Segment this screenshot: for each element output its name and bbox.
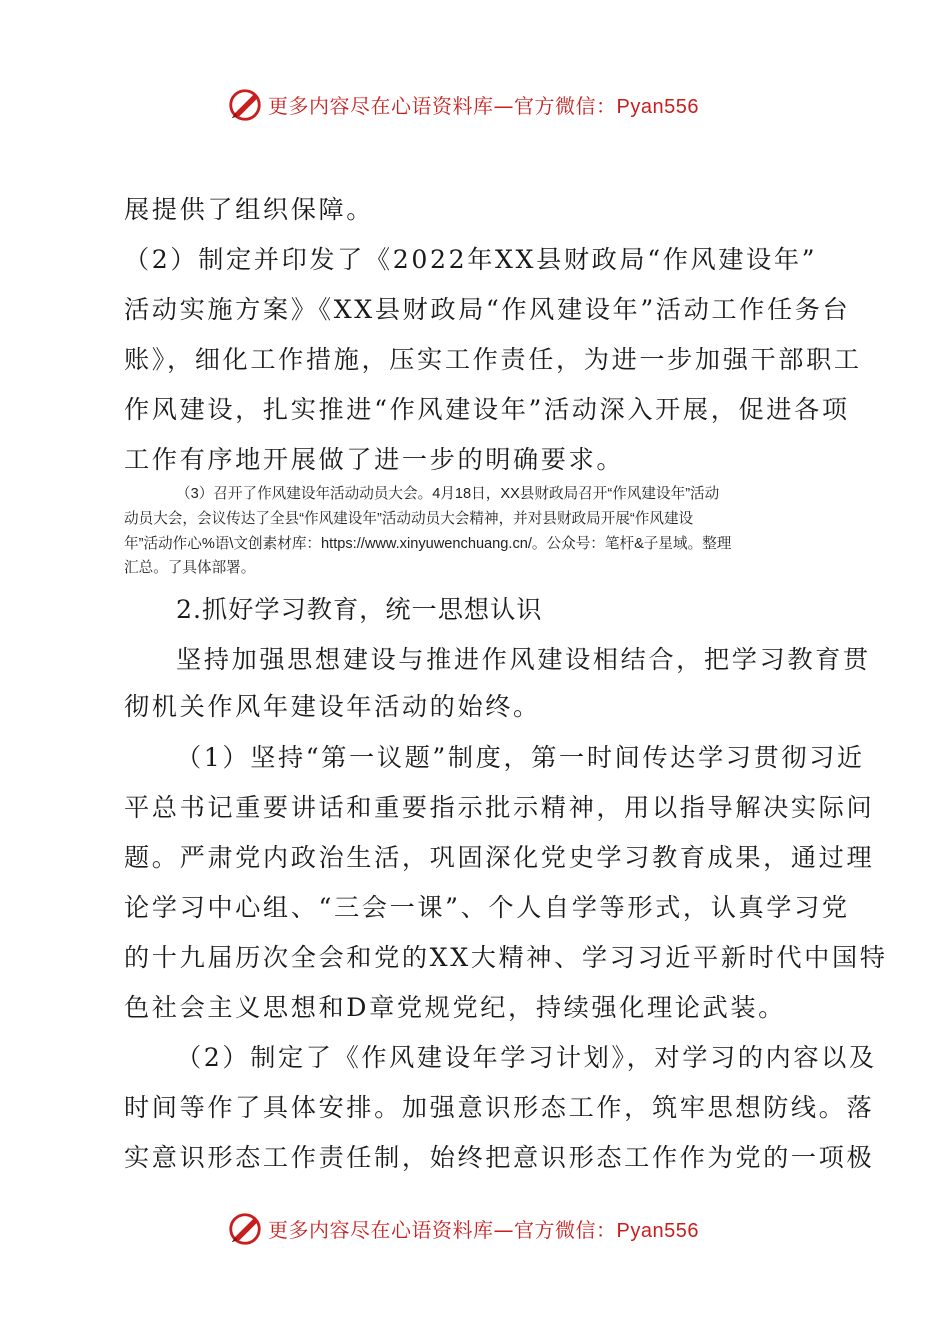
pen-logo-icon: [226, 86, 264, 124]
banner-text: 更多内容尽在心语资料库—官方微信：Pyan556: [268, 1218, 699, 1242]
header-banner: [0, 82, 950, 126]
body-line: 彻机关作风年建设年活动的始终。: [124, 692, 541, 721]
small-line: （3）召开了作风建设年活动动员大会。4月18日，XX县财政局召开“作风建设年”活动: [176, 486, 720, 502]
body-line: 坚持加强思想建设与推进作风建设相结合，把学习教育贯: [176, 645, 871, 674]
body-line: 账》，细化工作措施，压实工作责任，为进一步加强干部职工: [124, 345, 862, 374]
body-line: 色社会主义思想和D章党规党纪，持续强化理论武装。: [124, 993, 786, 1022]
body-line: （2）制定了《作风建设年学习计划》，对学习的内容以及: [176, 1043, 877, 1072]
small-line: 动员大会，会议传达了全县“作风建设年”活动动员大会精神，并对县财政局开展“作风建设: [124, 511, 694, 527]
body-line: （2）制定并印发了《2022年XX县财政局“作风建设年”: [124, 245, 818, 274]
body-line: 作风建设，扎实推进“作风建设年”活动深入开展，促进各项: [124, 395, 850, 424]
section-heading: 2.抓好学习教育，统一思想认识: [176, 595, 543, 624]
footer-banner: [0, 1206, 950, 1250]
banner-text: 更多内容尽在心语资料库—官方微信：Pyan556: [268, 94, 699, 118]
body-line: 的十九届历次全会和党的XX大精神、学习习近平新时代中国特: [124, 943, 888, 972]
body-line: 题。严肃党内政治生活，巩固深化党史学习教育成果，通过理: [124, 843, 875, 872]
body-line: 论学习中心组、“三会一课”、个人自学等形式，认真学习党: [124, 893, 850, 922]
body-line: （1）坚持“第一议题”制度，第一时间传达学习贯彻习近: [176, 743, 865, 772]
body-line: 实意识形态工作责任制，始终把意识形态工作作为党的一项极: [124, 1143, 875, 1172]
body-line: 工作有序地开展做了进一步的明确要求。: [124, 445, 625, 474]
body-line: 时间等作了具体安排。加强意识形态工作，筑牢思想防线。落: [124, 1093, 875, 1122]
body-line: 展提供了组织保障。: [124, 195, 375, 224]
body-line: 活动实施方案》《XX县财政局“作风建设年”活动工作任务台: [124, 295, 851, 324]
body-line: 平总书记重要讲话和重要指示批示精神，用以指导解决实际问: [124, 793, 875, 822]
pen-logo-icon: [226, 1210, 264, 1248]
small-line: 年”活动作心%语\文创素材库：https://www.xinyuwenchuang.cn/。公众号：笔杆&子星域。整理: [124, 536, 732, 552]
small-line: 汇总。了具体部署。: [124, 560, 256, 576]
